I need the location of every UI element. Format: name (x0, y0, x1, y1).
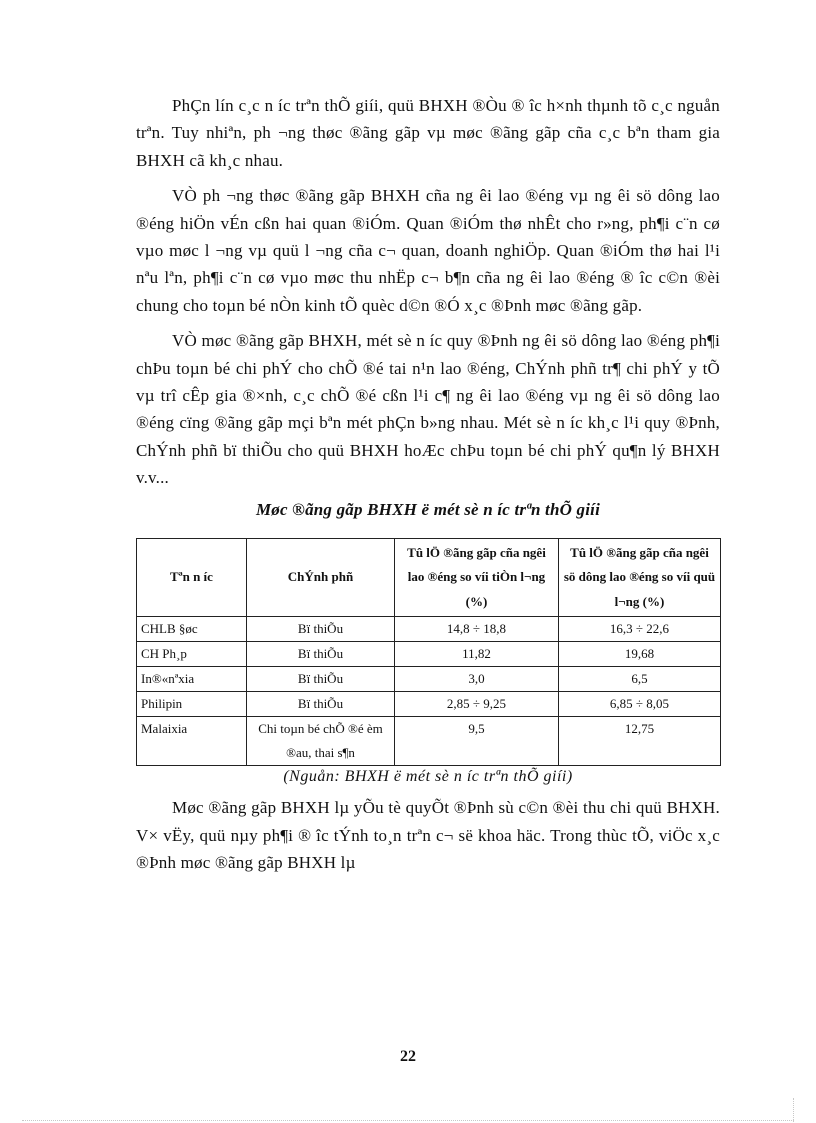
cell-employee-rate: 11,82 (395, 642, 559, 667)
cell-employer-rate: 6,85 ÷ 8,05 (559, 692, 721, 717)
cell-employee-rate: 14,8 ÷ 18,8 (395, 617, 559, 642)
cell-government: Chi toµn bé chÕ ®é èm ®au, thai s¶n (247, 717, 395, 766)
cell-country: CHLB §øc (137, 617, 247, 642)
table-row (137, 642, 721, 667)
table-title: Møc ®ãng gãp BHXH ë mét sè n íc trªn thÕ giíi (255, 499, 601, 519)
table-row (137, 717, 721, 766)
paragraph-3: VÒ møc ®ãng gãp BHXH, mét sè n íc quy ®Þnh ng êi sö dông lao ®éng ph¶i chÞu toµn bé chi phÝ cho chÕ ®é tai n¹n lao ®éng, ChÝnh phñ tr¶ chi phÝ y tÕ vµ trî cÊp gia ®×nh, c¸c chÕ ®é cßn l¹i c¶ ng êi lao ®éng vµ ng êi sö dông lao ®éng cïng ®ãng gãp mçi bªn mét phÇn b»ng nhau. Mét sè n íc kh¸c l¹i quy ®Þnh, ChÝnh phñ bï thiÕu cho quü BHXH hoÆc chÞu toµn bé chi phÝ qu¶n lý BHXH v.v... (136, 331, 720, 488)
cell-employee-rate: 3,0 (395, 667, 559, 692)
cell-government: Bï thiÕu (247, 642, 395, 667)
cell-country: In®«nªxia (137, 667, 247, 692)
table-row (137, 617, 721, 642)
cell-government: Bï thiÕu (247, 692, 395, 717)
header-employee-rate: Tû lÖ ®ãng gãp cña ngêi lao ®éng so víi tiÒn l¬ng (%) (395, 538, 559, 617)
document-body (136, 92, 720, 884)
table-source: (Nguån: BHXH ë mét sè n íc trªn thÕ giíi) (283, 768, 573, 786)
cell-employee-rate: 9,5 (395, 717, 559, 766)
cell-country: CH Ph¸p (137, 642, 247, 667)
cell-government: Bï thiÕu (247, 617, 395, 642)
cell-employer-rate: 12,75 (559, 717, 721, 766)
paragraph-4: Møc ®ãng gãp BHXH lµ yÕu tè quyÕt ®Þnh sù c©n ®èi thu chi quü BHXH. V× vËy, quü nµy ph¶i ® îc tÝnh to¸n trªn c¬ së khoa häc. Trong thùc tÕ, viÖc x¸c ®Þnh møc ®ãng gãp BHXH lµ (136, 798, 720, 872)
page-number: 22 (400, 1048, 416, 1065)
table-row (137, 667, 721, 692)
cell-country: Philipin (137, 692, 247, 717)
cell-government: Bï thiÕu (247, 667, 395, 692)
cell-employee-rate: 2,85 ÷ 9,25 (395, 692, 559, 717)
paragraph-2: VÒ ph ¬ng thøc ®ãng gãp BHXH cña ng êi lao ®éng vµ ng êi sö dông lao ®éng hiÖn vÉn cßn hai quan ®iÓm. Quan ®iÓm thø nhÊt cho r»ng, ph¶i c¨n cø vµo møc l ¬ng vµ quü l ¬ng cña c¬ quan, doanh nghiÖp. Quan ®iÓm thø hai l¹i nªu lªn, ph¶i c¨n cø vµo møc thu nhËp c¬ b¶n cña ng êi lao ®éng ® îc c©n ®èi chung cho toµn bé nÒn kinh tÕ quèc d©n ®Ó x¸c ®Þnh møc ®ãng gãp. (136, 186, 720, 315)
page-right-edge (793, 1098, 794, 1122)
cell-employer-rate: 16,3 ÷ 22,6 (559, 617, 721, 642)
cell-employer-rate: 19,68 (559, 642, 721, 667)
cell-country: Malaixia (137, 717, 247, 766)
cell-employer-rate: 6,5 (559, 667, 721, 692)
table-row (137, 692, 721, 717)
table-header-row (137, 538, 721, 617)
paragraph-1: PhÇn lín c¸c n íc trªn thÕ giíi, quü BHXH ®Òu ® îc h×nh thµnh tõ c¸c nguån trªn. Tuy nhiªn, ph ¬ng thøc ®ãng gãp vµ møc ®ãng gãp cña c¸c bªn tham gia BHXH cã kh¸c nhau. (136, 96, 720, 170)
header-government: ChÝnh phñ (247, 538, 395, 617)
page-bottom-edge (22, 1120, 794, 1121)
header-country: Tªn n íc (137, 538, 247, 617)
contribution-table (136, 538, 721, 767)
header-employer-rate: Tû lÖ ®ãng gãp cña ngêi sö dông lao ®éng so víi quü l¬ng (%) (559, 538, 721, 617)
